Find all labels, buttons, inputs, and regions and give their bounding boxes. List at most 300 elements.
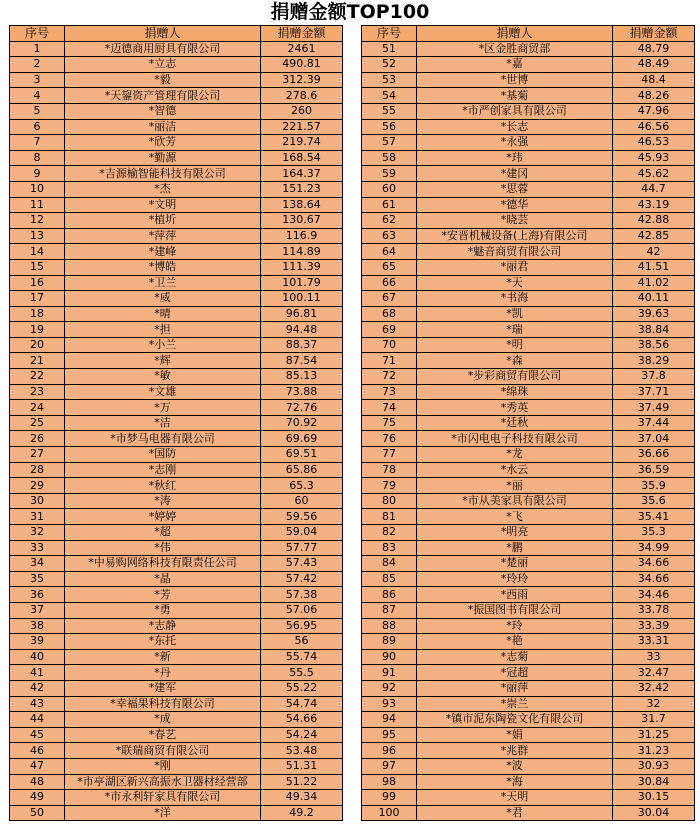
donor-name-cell: *玲 (417, 618, 613, 634)
table-row (362, 525, 695, 541)
amount-cell: 94.48 (261, 322, 343, 338)
table-row (362, 306, 695, 322)
amount-cell: 45.93 (613, 150, 695, 166)
amount-cell: 278.6 (261, 88, 343, 104)
table-row (10, 259, 343, 275)
table-row (362, 696, 695, 712)
donor-name-cell: *波 (417, 758, 613, 774)
donor-name-cell: *明 (417, 337, 613, 353)
table-row (362, 275, 695, 291)
rank-cell: 64 (362, 244, 417, 260)
donor-name-cell: *市亭湖区新兴高振水卫器材经营部 (65, 774, 261, 790)
amount-cell: 43.19 (613, 197, 695, 213)
amount-cell: 116.9 (261, 228, 343, 244)
rank-cell: 42 (10, 680, 65, 696)
table-row (10, 166, 343, 182)
table-row (10, 649, 343, 665)
donor-name-cell: *勇 (65, 602, 261, 618)
table-row (362, 88, 695, 104)
header-no: 序号 (10, 26, 65, 42)
header-donor: 捐赠人 (65, 26, 261, 42)
amount-cell: 34.99 (613, 540, 695, 556)
rank-cell: 79 (362, 478, 417, 494)
amount-cell: 37.44 (613, 415, 695, 431)
rank-cell: 28 (10, 462, 65, 478)
table-row (10, 774, 343, 790)
donor-name-cell: *立志 (65, 57, 261, 73)
amount-cell: 30.15 (613, 790, 695, 806)
table-row (10, 727, 343, 743)
donor-name-cell: *志菊 (417, 649, 613, 665)
table-row (362, 291, 695, 307)
amount-cell: 69.69 (261, 431, 343, 447)
table-row (362, 431, 695, 447)
amount-cell: 36.59 (613, 462, 695, 478)
amount-cell: 48.49 (613, 57, 695, 73)
rank-cell: 88 (362, 618, 417, 634)
table-row (362, 166, 695, 182)
rank-cell: 19 (10, 322, 65, 338)
donor-name-cell: *飞 (417, 509, 613, 525)
rank-cell: 37 (10, 602, 65, 618)
table-row (362, 571, 695, 587)
rank-cell: 81 (362, 509, 417, 525)
table-row (10, 743, 343, 759)
rank-cell: 43 (10, 696, 65, 712)
table-row (362, 493, 695, 509)
table-row (362, 665, 695, 681)
table-row (10, 665, 343, 681)
rank-cell: 10 (10, 181, 65, 197)
table-row (362, 540, 695, 556)
table-row (10, 415, 343, 431)
rank-cell: 84 (362, 556, 417, 572)
rank-cell: 74 (362, 400, 417, 416)
amount-cell: 54.66 (261, 712, 343, 728)
donor-name-cell: *永强 (417, 135, 613, 151)
rank-cell: 62 (362, 213, 417, 229)
table-row (362, 150, 695, 166)
donor-name-cell: *辉 (65, 353, 261, 369)
amount-cell: 53.48 (261, 743, 343, 759)
table-row (10, 462, 343, 478)
amount-cell: 34.46 (613, 587, 695, 603)
table-row (10, 805, 343, 821)
table-row (10, 72, 343, 88)
table-row (362, 72, 695, 88)
donor-name-cell: *海 (417, 774, 613, 790)
donor-name-cell: *超 (65, 525, 261, 541)
donor-name-cell: *威 (65, 291, 261, 307)
table-row (10, 384, 343, 400)
amount-cell: 490.81 (261, 57, 343, 73)
donor-name-cell: *区金胜商贸部 (417, 41, 613, 57)
donor-name-cell: *市梦马电器有限公司 (65, 431, 261, 447)
donor-name-cell: *小兰 (65, 337, 261, 353)
table-row (10, 509, 343, 525)
donor-name-cell: *市闪电电子科技有限公司 (417, 431, 613, 447)
amount-cell: 35.41 (613, 509, 695, 525)
amount-cell: 35.9 (613, 478, 695, 494)
rank-cell: 48 (10, 774, 65, 790)
rank-cell: 34 (10, 556, 65, 572)
rank-cell: 9 (10, 166, 65, 182)
table-row (10, 322, 343, 338)
rank-cell: 98 (362, 774, 417, 790)
donor-name-cell: *安晋机械设备(上海)有限公司 (417, 228, 613, 244)
donor-name-cell: *联瑞商贸有限公司 (65, 743, 261, 759)
donor-name-cell: *基菊 (417, 88, 613, 104)
rank-cell: 26 (10, 431, 65, 447)
table-row (10, 306, 343, 322)
donor-name-cell: *欣芳 (65, 135, 261, 151)
table-header-row (10, 26, 343, 42)
donor-name-cell: *成 (65, 712, 261, 728)
rank-cell: 58 (362, 150, 417, 166)
rank-cell: 50 (10, 805, 65, 821)
rank-cell: 17 (10, 291, 65, 307)
table-row (362, 649, 695, 665)
table-row (362, 103, 695, 119)
rank-cell: 21 (10, 353, 65, 369)
amount-cell: 57.38 (261, 587, 343, 603)
rank-cell: 23 (10, 384, 65, 400)
amount-cell: 38.56 (613, 337, 695, 353)
amount-cell: 45.62 (613, 166, 695, 182)
donor-name-cell: *春艺 (65, 727, 261, 743)
rank-cell: 94 (362, 712, 417, 728)
amount-cell: 34.66 (613, 556, 695, 572)
table-row (362, 774, 695, 790)
rank-cell: 93 (362, 696, 417, 712)
rank-cell: 56 (362, 119, 417, 135)
table-row (10, 150, 343, 166)
donor-name-cell: *植圻 (65, 213, 261, 229)
amount-cell: 35.3 (613, 525, 695, 541)
rank-cell: 24 (10, 400, 65, 416)
donor-name-cell: *森 (417, 353, 613, 369)
donor-name-cell: *吉源榆智能科技有限公司 (65, 166, 261, 182)
amount-cell: 42.88 (613, 213, 695, 229)
table-row (10, 431, 343, 447)
donor-table-left (9, 25, 343, 821)
rank-cell: 86 (362, 587, 417, 603)
amount-cell: 31.23 (613, 743, 695, 759)
rank-cell: 5 (10, 103, 65, 119)
header-no: 序号 (362, 26, 417, 42)
rank-cell: 82 (362, 525, 417, 541)
amount-cell: 57.42 (261, 571, 343, 587)
amount-cell: 54.24 (261, 727, 343, 743)
amount-cell: 100.11 (261, 291, 343, 307)
amount-cell: 2461 (261, 41, 343, 57)
amount-cell: 88.37 (261, 337, 343, 353)
rank-cell: 91 (362, 665, 417, 681)
donor-name-cell: *丹 (65, 665, 261, 681)
amount-cell: 49.34 (261, 790, 343, 806)
rank-cell: 45 (10, 727, 65, 743)
donor-name-cell: *秋红 (65, 478, 261, 494)
donor-name-cell: *晴 (65, 306, 261, 322)
amount-cell: 32.47 (613, 665, 695, 681)
amount-cell: 41.51 (613, 259, 695, 275)
rank-cell: 70 (362, 337, 417, 353)
amount-cell: 33.78 (613, 602, 695, 618)
donor-name-cell: *鹏 (417, 540, 613, 556)
table-row (10, 758, 343, 774)
rank-cell: 4 (10, 88, 65, 104)
donor-name-cell: *魅音商贸有限公司 (417, 244, 613, 260)
donor-name-cell: *志刚 (65, 462, 261, 478)
donor-name-cell: *丽萍 (417, 680, 613, 696)
rank-cell: 75 (362, 415, 417, 431)
rank-cell: 72 (362, 369, 417, 385)
amount-cell: 55.22 (261, 680, 343, 696)
amount-cell: 51.22 (261, 774, 343, 790)
amount-cell: 221.57 (261, 119, 343, 135)
table-row (10, 88, 343, 104)
amount-cell: 219.74 (261, 135, 343, 151)
donor-name-cell: *勤源 (65, 150, 261, 166)
rank-cell: 52 (362, 57, 417, 73)
donor-name-cell: *世博 (417, 72, 613, 88)
amount-cell: 60 (261, 493, 343, 509)
donor-name-cell: *文雄 (65, 384, 261, 400)
table-row (362, 712, 695, 728)
rank-cell: 1 (10, 41, 65, 57)
amount-cell: 48.79 (613, 41, 695, 57)
rank-cell: 27 (10, 447, 65, 463)
donor-name-cell: *廷秋 (417, 415, 613, 431)
rank-cell: 76 (362, 431, 417, 447)
donor-name-cell: *书海 (417, 291, 613, 307)
donor-name-cell: *担 (65, 322, 261, 338)
table-row (10, 525, 343, 541)
table-row (10, 790, 343, 806)
table-row (362, 197, 695, 213)
amount-cell: 42 (613, 244, 695, 260)
amount-cell: 55.5 (261, 665, 343, 681)
amount-cell: 59.56 (261, 509, 343, 525)
rank-cell: 6 (10, 119, 65, 135)
donor-name-cell: *冠超 (417, 665, 613, 681)
amount-cell: 49.2 (261, 805, 343, 821)
donor-name-cell: *博皓 (65, 259, 261, 275)
rank-cell: 100 (362, 805, 417, 821)
table-row (362, 758, 695, 774)
amount-cell: 87.54 (261, 353, 343, 369)
amount-cell: 41.02 (613, 275, 695, 291)
rank-cell: 97 (362, 758, 417, 774)
amount-cell: 101.79 (261, 275, 343, 291)
rank-cell: 90 (362, 649, 417, 665)
amount-cell: 37.04 (613, 431, 695, 447)
table-row (362, 447, 695, 463)
table-header-row (362, 26, 695, 42)
donor-name-cell: *敏 (65, 369, 261, 385)
donor-name-cell: *德华 (417, 197, 613, 213)
rank-cell: 60 (362, 181, 417, 197)
table-row (10, 493, 343, 509)
donor-name-cell: *绵珠 (417, 384, 613, 400)
donor-name-cell: *刚 (65, 758, 261, 774)
donor-name-cell: *天鋆资产管理有限公司 (65, 88, 261, 104)
amount-cell: 32 (613, 696, 695, 712)
donor-name-cell: *萍萍 (65, 228, 261, 244)
amount-cell: 57.43 (261, 556, 343, 572)
rank-cell: 20 (10, 337, 65, 353)
rank-cell: 7 (10, 135, 65, 151)
table-row (10, 213, 343, 229)
rank-cell: 54 (362, 88, 417, 104)
donor-table-right (361, 25, 695, 821)
table-row (10, 275, 343, 291)
table-row (10, 478, 343, 494)
rank-cell: 35 (10, 571, 65, 587)
donor-name-cell: *君 (417, 805, 613, 821)
amount-cell: 35.6 (613, 493, 695, 509)
amount-cell: 31.7 (613, 712, 695, 728)
table-row (362, 135, 695, 151)
rank-cell: 55 (362, 103, 417, 119)
donor-name-cell: *毅 (65, 72, 261, 88)
amount-cell: 48.4 (613, 72, 695, 88)
amount-cell: 31.25 (613, 727, 695, 743)
table-row (362, 790, 695, 806)
amount-cell: 33 (613, 649, 695, 665)
amount-cell: 46.53 (613, 135, 695, 151)
rank-cell: 68 (362, 306, 417, 322)
amount-cell: 260 (261, 103, 343, 119)
rank-cell: 96 (362, 743, 417, 759)
table-row (362, 244, 695, 260)
amount-cell: 72.76 (261, 400, 343, 416)
rank-cell: 30 (10, 493, 65, 509)
table-row (362, 57, 695, 73)
donor-name-cell: *智德 (65, 103, 261, 119)
rank-cell: 11 (10, 197, 65, 213)
rank-cell: 78 (362, 462, 417, 478)
rank-cell: 2 (10, 57, 65, 73)
rank-cell: 59 (362, 166, 417, 182)
amount-cell: 85.13 (261, 369, 343, 385)
donor-name-cell: *崇兰 (417, 696, 613, 712)
donor-name-cell: *幸福果科技有限公司 (65, 696, 261, 712)
amount-cell: 44.7 (613, 181, 695, 197)
rank-cell: 57 (362, 135, 417, 151)
header-amount: 捐赠金额 (261, 26, 343, 42)
donor-name-cell: *嘉 (417, 57, 613, 73)
donor-name-cell: *天 (417, 275, 613, 291)
donor-name-cell: *建冈 (417, 166, 613, 182)
amount-cell: 32.42 (613, 680, 695, 696)
table-row (10, 680, 343, 696)
amount-cell: 34.66 (613, 571, 695, 587)
donor-name-cell: *建军 (65, 680, 261, 696)
donor-name-cell: *艳 (417, 634, 613, 650)
table-row (362, 509, 695, 525)
donor-name-cell: *晓芸 (417, 213, 613, 229)
table-row (362, 805, 695, 821)
table-row (10, 135, 343, 151)
donor-name-cell: *天明 (417, 790, 613, 806)
rank-cell: 65 (362, 259, 417, 275)
table-row (10, 571, 343, 587)
donor-name-cell: *国防 (65, 447, 261, 463)
amount-cell: 30.93 (613, 758, 695, 774)
rank-cell: 66 (362, 275, 417, 291)
donor-name-cell: *玲玲 (417, 571, 613, 587)
table-row (362, 400, 695, 416)
amount-cell: 65.86 (261, 462, 343, 478)
rank-cell: 99 (362, 790, 417, 806)
table-row (10, 244, 343, 260)
amount-cell: 138.64 (261, 197, 343, 213)
table-row (362, 322, 695, 338)
rank-cell: 39 (10, 634, 65, 650)
amount-cell: 36.66 (613, 447, 695, 463)
rank-cell: 16 (10, 275, 65, 291)
rank-cell: 12 (10, 213, 65, 229)
donor-name-cell: *婷婷 (65, 509, 261, 525)
table-row (362, 602, 695, 618)
amount-cell: 96.81 (261, 306, 343, 322)
amount-cell: 33.39 (613, 618, 695, 634)
table-row (362, 41, 695, 57)
donor-name-cell: *丽 (417, 478, 613, 494)
donor-name-cell: *瑞 (417, 322, 613, 338)
donor-name-cell: *新 (65, 649, 261, 665)
table-row (362, 119, 695, 135)
donor-name-cell: *明亮 (417, 525, 613, 541)
donor-name-cell: *市从美家具有限公司 (417, 493, 613, 509)
amount-cell: 114.89 (261, 244, 343, 260)
rank-cell: 85 (362, 571, 417, 587)
donor-name-cell: *楚丽 (417, 556, 613, 572)
rank-cell: 47 (10, 758, 65, 774)
amount-cell: 30.84 (613, 774, 695, 790)
table-row (10, 119, 343, 135)
rank-cell: 14 (10, 244, 65, 260)
table-row (10, 228, 343, 244)
table-row (362, 727, 695, 743)
donor-name-cell: *文明 (65, 197, 261, 213)
table-row (10, 556, 343, 572)
rank-cell: 22 (10, 369, 65, 385)
donor-name-cell: *东托 (65, 634, 261, 650)
table-row (10, 103, 343, 119)
rank-cell: 77 (362, 447, 417, 463)
amount-cell: 39.63 (613, 306, 695, 322)
amount-cell: 46.56 (613, 119, 695, 135)
rank-cell: 25 (10, 415, 65, 431)
table-row (10, 447, 343, 463)
rank-cell: 61 (362, 197, 417, 213)
rank-cell: 80 (362, 493, 417, 509)
rank-cell: 49 (10, 790, 65, 806)
donor-name-cell: *凯 (417, 306, 613, 322)
rank-cell: 87 (362, 602, 417, 618)
donor-name-cell: *中易购网络科技有限责任公司 (65, 556, 261, 572)
rank-cell: 71 (362, 353, 417, 369)
amount-cell: 55.74 (261, 649, 343, 665)
donor-name-cell: *步彩商贸有限公司 (417, 369, 613, 385)
amount-cell: 57.06 (261, 602, 343, 618)
rank-cell: 95 (362, 727, 417, 743)
rank-cell: 32 (10, 525, 65, 541)
donor-name-cell: *晶 (65, 571, 261, 587)
table-row (362, 259, 695, 275)
